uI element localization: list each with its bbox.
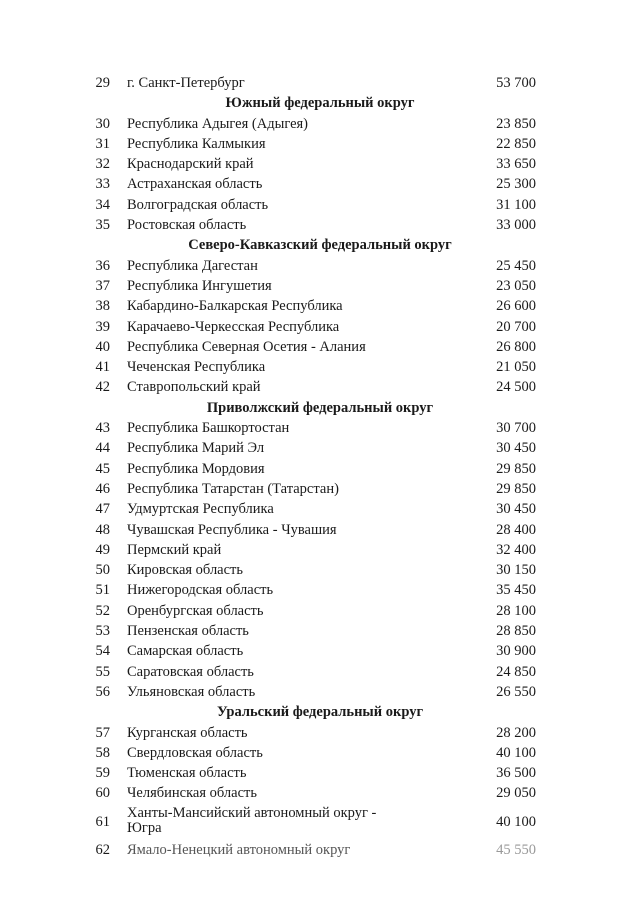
region-value: 40 100: [496, 813, 536, 830]
region-value: 26 600: [496, 298, 536, 315]
table-row: [0, 73, 640, 93]
table-row: [0, 499, 640, 519]
row-number: 39: [95, 318, 110, 335]
row-number: 41: [95, 359, 110, 376]
table-row: [0, 540, 640, 560]
row-number: 36: [95, 257, 110, 274]
table-row: [0, 317, 640, 337]
region-name: Оренбургская область: [127, 602, 264, 619]
row-number: 33: [95, 176, 110, 193]
region-value: 21 050: [496, 359, 536, 376]
region-name: Республика Адыгея (Адыгея): [127, 115, 309, 132]
row-number: 30: [95, 115, 110, 132]
district-heading: Южный федеральный округ: [225, 95, 415, 112]
region-name: Республика Калмыкия: [127, 135, 266, 152]
region-name: Краснодарский край: [127, 156, 254, 173]
region-value: 23 850: [496, 115, 536, 132]
region-name: Чеченская Республика: [127, 359, 266, 376]
row-number: 60: [95, 785, 110, 802]
region-name: Кировская область: [127, 562, 244, 579]
row-number: 31: [95, 135, 110, 152]
table-row: [0, 783, 640, 803]
table-row: [0, 580, 640, 600]
row-number: 49: [95, 541, 110, 558]
region-value: 31 100: [496, 196, 536, 213]
region-name: Ямало-Ненецкий автономный округ: [127, 841, 351, 858]
region-name: Республика Марий Эл: [127, 440, 265, 457]
region-value: 33 000: [496, 217, 536, 234]
region-value: 30 900: [496, 643, 536, 660]
row-number: 46: [95, 480, 110, 497]
table-row: [0, 114, 640, 134]
row-number: 40: [95, 338, 110, 355]
region-name: Карачаево-Черкесская Республика: [127, 318, 340, 335]
row-number: 47: [95, 501, 110, 518]
region-name: Пермский край: [127, 541, 222, 558]
row-number: 52: [95, 602, 110, 619]
region-name: Кабардино-Балкарская Республика: [127, 298, 343, 315]
row-number: 32: [95, 156, 110, 173]
table-row: [0, 337, 640, 357]
table-row: [0, 377, 640, 397]
table-row: [0, 804, 640, 840]
region-value: 53 700: [496, 75, 536, 91]
salary-table: [0, 73, 640, 860]
row-number: 44: [95, 440, 110, 457]
region-name: Саратовская область: [127, 663, 254, 680]
region-name: Челябинская область: [127, 785, 257, 802]
region-value: 30 700: [496, 420, 536, 437]
region-value: 28 850: [496, 623, 536, 640]
table-row: [0, 840, 640, 860]
region-name: Ростовская область: [127, 217, 247, 234]
region-name: г. Санкт-Петербург: [127, 75, 245, 91]
region-value: 28 200: [496, 724, 536, 741]
row-number: 54: [95, 643, 110, 660]
row-number: 57: [95, 724, 110, 741]
row-number: 35: [95, 217, 110, 234]
region-value: 32 400: [496, 541, 536, 558]
region-name: Курганская область: [127, 724, 248, 741]
region-value: 26 800: [496, 338, 536, 355]
table-row: [0, 134, 640, 154]
region-value: 30 150: [496, 562, 536, 579]
row-number: 42: [95, 379, 110, 396]
region-value: 29 050: [496, 785, 536, 802]
region-value: 30 450: [496, 440, 536, 457]
region-value: 30 450: [496, 501, 536, 518]
row-number: 55: [95, 663, 110, 680]
table-row: [0, 357, 640, 377]
row-number: 38: [95, 298, 110, 315]
region-value: 40 100: [496, 744, 536, 761]
row-number: 61: [95, 813, 110, 830]
table-row: [0, 479, 640, 499]
table-row: [0, 743, 640, 763]
table-row: [0, 418, 640, 438]
region-value: 45 550: [496, 841, 536, 858]
region-name: Республика Северная Осетия - Алания: [127, 338, 366, 355]
region-name: Нижегородская область: [127, 582, 274, 599]
table-row: [0, 662, 640, 682]
row-number: 56: [95, 683, 110, 700]
table-row: [0, 438, 640, 458]
region-value: 28 100: [496, 602, 536, 619]
region-name: Республика Мордовия: [127, 460, 265, 477]
table-row: [0, 256, 640, 276]
row-number: 43: [95, 420, 110, 437]
region-value: 26 550: [496, 683, 536, 700]
region-name: Самарская область: [127, 643, 244, 660]
row-number: 37: [95, 277, 110, 294]
region-value: 25 300: [496, 176, 536, 193]
region-value: 23 050: [496, 277, 536, 294]
region-name: Республика Башкортостан: [127, 420, 290, 437]
region-name: Астраханская область: [127, 176, 263, 193]
region-value: 22 850: [496, 135, 536, 152]
region-value: 33 650: [496, 156, 536, 173]
region-value: 24 850: [496, 663, 536, 680]
row-number: 51: [95, 582, 110, 599]
table-row: [0, 276, 640, 296]
region-value: 20 700: [496, 318, 536, 335]
table-row: [0, 601, 640, 621]
region-name: Республика Дагестан: [127, 257, 258, 274]
region-value: 28 400: [496, 521, 536, 538]
region-value: 36 500: [496, 765, 536, 782]
row-number: 58: [95, 744, 110, 761]
table-row: [0, 763, 640, 783]
row-number: 48: [95, 521, 110, 538]
row-number: 53: [95, 623, 110, 640]
region-name: Удмуртская Республика: [127, 501, 274, 518]
table-row: [0, 723, 640, 743]
district-heading: Северо-Кавказский федеральный округ: [188, 237, 452, 254]
table-row: [0, 174, 640, 194]
table-row: [0, 195, 640, 215]
table-row: [0, 154, 640, 174]
region-name: Ханты-Мансийский автономный округ - Югра: [127, 804, 377, 836]
table-row: [0, 215, 640, 235]
row-number: 29: [95, 75, 110, 91]
region-name: Пензенская область: [127, 623, 249, 640]
table-row: [0, 296, 640, 316]
region-name: Ставропольский край: [127, 379, 261, 396]
region-value: 24 500: [496, 379, 536, 396]
row-number: 59: [95, 765, 110, 782]
region-name: Республика Ингушетия: [127, 277, 272, 294]
region-name: Республика Татарстан (Татарстан): [127, 480, 339, 497]
table-row: [0, 641, 640, 661]
table-row: [0, 459, 640, 479]
region-value: 25 450: [496, 257, 536, 274]
region-name: Чувашская Республика - Чувашия: [127, 521, 337, 538]
row-number: 62: [95, 841, 110, 858]
row-number: 45: [95, 460, 110, 477]
region-name: Волгоградская область: [127, 196, 269, 213]
region-value: 29 850: [496, 480, 536, 497]
region-name: Свердловская область: [127, 744, 263, 761]
row-number: 50: [95, 562, 110, 579]
table-row: [0, 621, 640, 641]
table-row: [0, 560, 640, 580]
region-name: Ульяновская область: [127, 683, 256, 700]
table-row: [0, 682, 640, 702]
table-row: [0, 520, 640, 540]
district-heading: Уральский федеральный округ: [216, 704, 424, 721]
region-value: 35 450: [496, 582, 536, 599]
district-heading: Приволжский федеральный округ: [206, 399, 434, 416]
row-number: 34: [95, 196, 110, 213]
region-value: 29 850: [496, 460, 536, 477]
region-name: Тюменская область: [127, 765, 247, 782]
